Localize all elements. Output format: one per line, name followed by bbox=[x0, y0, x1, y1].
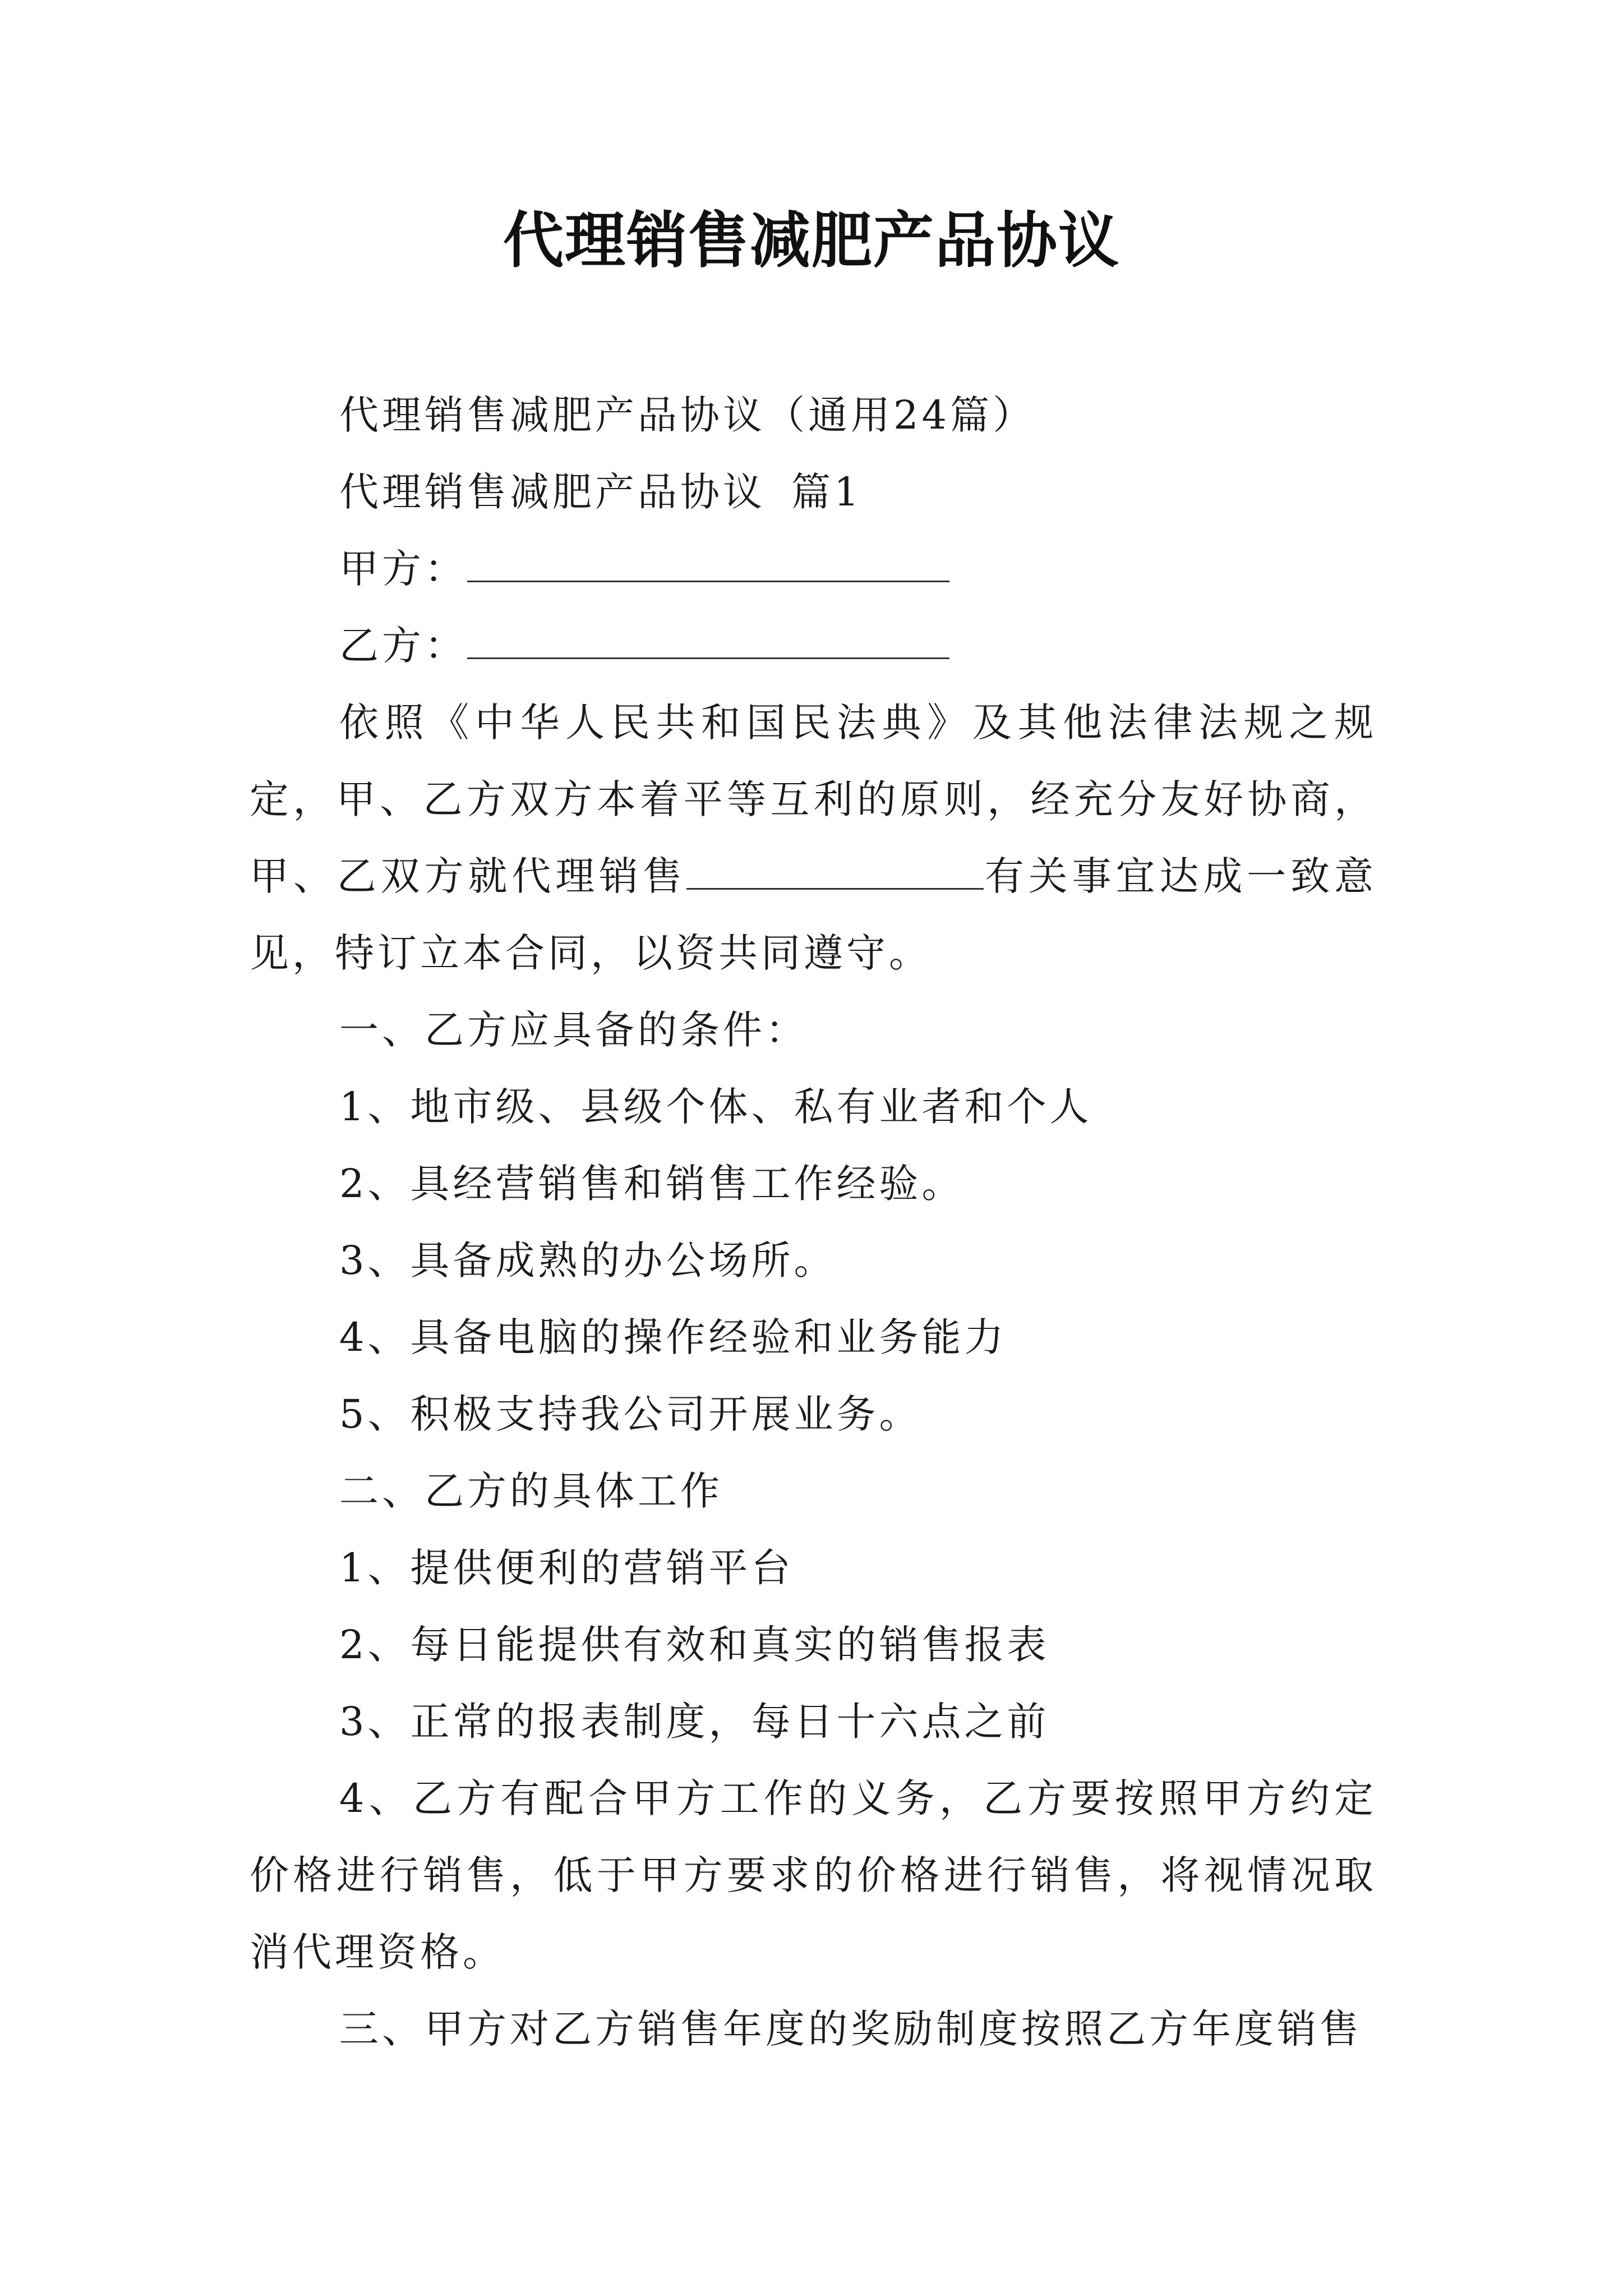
section2-item: 1、提供便利的营销平台 bbox=[339, 1545, 794, 1591]
intro-part2: 有关事宜达成一致意见，特订立本合同，以资共同遵守。 bbox=[250, 853, 1377, 976]
section2-item: 4、乙方有配合甲方工作的义务，乙方要按照甲方约定价格进行销售，低于甲方要求的价格进行销售，将视情况取消代理资格。 bbox=[250, 1775, 1377, 1975]
party-a-line bbox=[250, 531, 1377, 608]
party-b-line bbox=[250, 608, 1377, 684]
chapter-prefix: 代理销售减肥产品协议 bbox=[339, 469, 766, 515]
party-b-blank bbox=[467, 614, 949, 659]
document-title: 代理销售减肥产品协议 bbox=[502, 206, 1120, 276]
chapter-label: 篇1 bbox=[791, 469, 863, 515]
intro-part1: 依照《中华人民共和国民法典》及其他法律法规之规定，甲、乙方双方本着平等互利的原则，经充分友好协商，甲、乙双方就代理销售 bbox=[250, 700, 1377, 899]
product-blank bbox=[686, 844, 984, 890]
section3-heading: 三、甲方对乙方销售年度的奖励制度按照乙方年度销售 bbox=[339, 2006, 1362, 2052]
section1-item: 1、地市级、县级个体、私有业者和个人 bbox=[339, 1084, 1092, 1130]
party-a-label: 甲方： bbox=[339, 546, 467, 592]
section1-heading: 一、乙方应具备的条件： bbox=[339, 1007, 808, 1053]
section2-item: 2、每日能提供有效和真实的销售报表 bbox=[339, 1622, 1050, 1668]
intro-paragraph bbox=[250, 684, 1377, 992]
section1-item: 2、具经营销售和销售工作经验。 bbox=[339, 1161, 965, 1207]
section2-heading: 二、乙方的具体工作 bbox=[339, 1468, 723, 1514]
document-subtitle: 代理销售减肥产品协议（通用24篇） bbox=[339, 392, 1036, 438]
chapter-heading bbox=[250, 454, 1377, 531]
section2-item: 3、正常的报表制度，每日十六点之前 bbox=[339, 1699, 1050, 1745]
section1-item: 3、具备成熟的办公场所。 bbox=[339, 1237, 837, 1283]
party-a-blank bbox=[467, 537, 949, 582]
section1-item: 5、积极支持我公司开展业务。 bbox=[339, 1391, 922, 1437]
section1-item: 4、具备电脑的操作经验和业务能力 bbox=[339, 1314, 1007, 1360]
party-b-label: 乙方： bbox=[339, 623, 467, 669]
document-body bbox=[250, 377, 1377, 2068]
